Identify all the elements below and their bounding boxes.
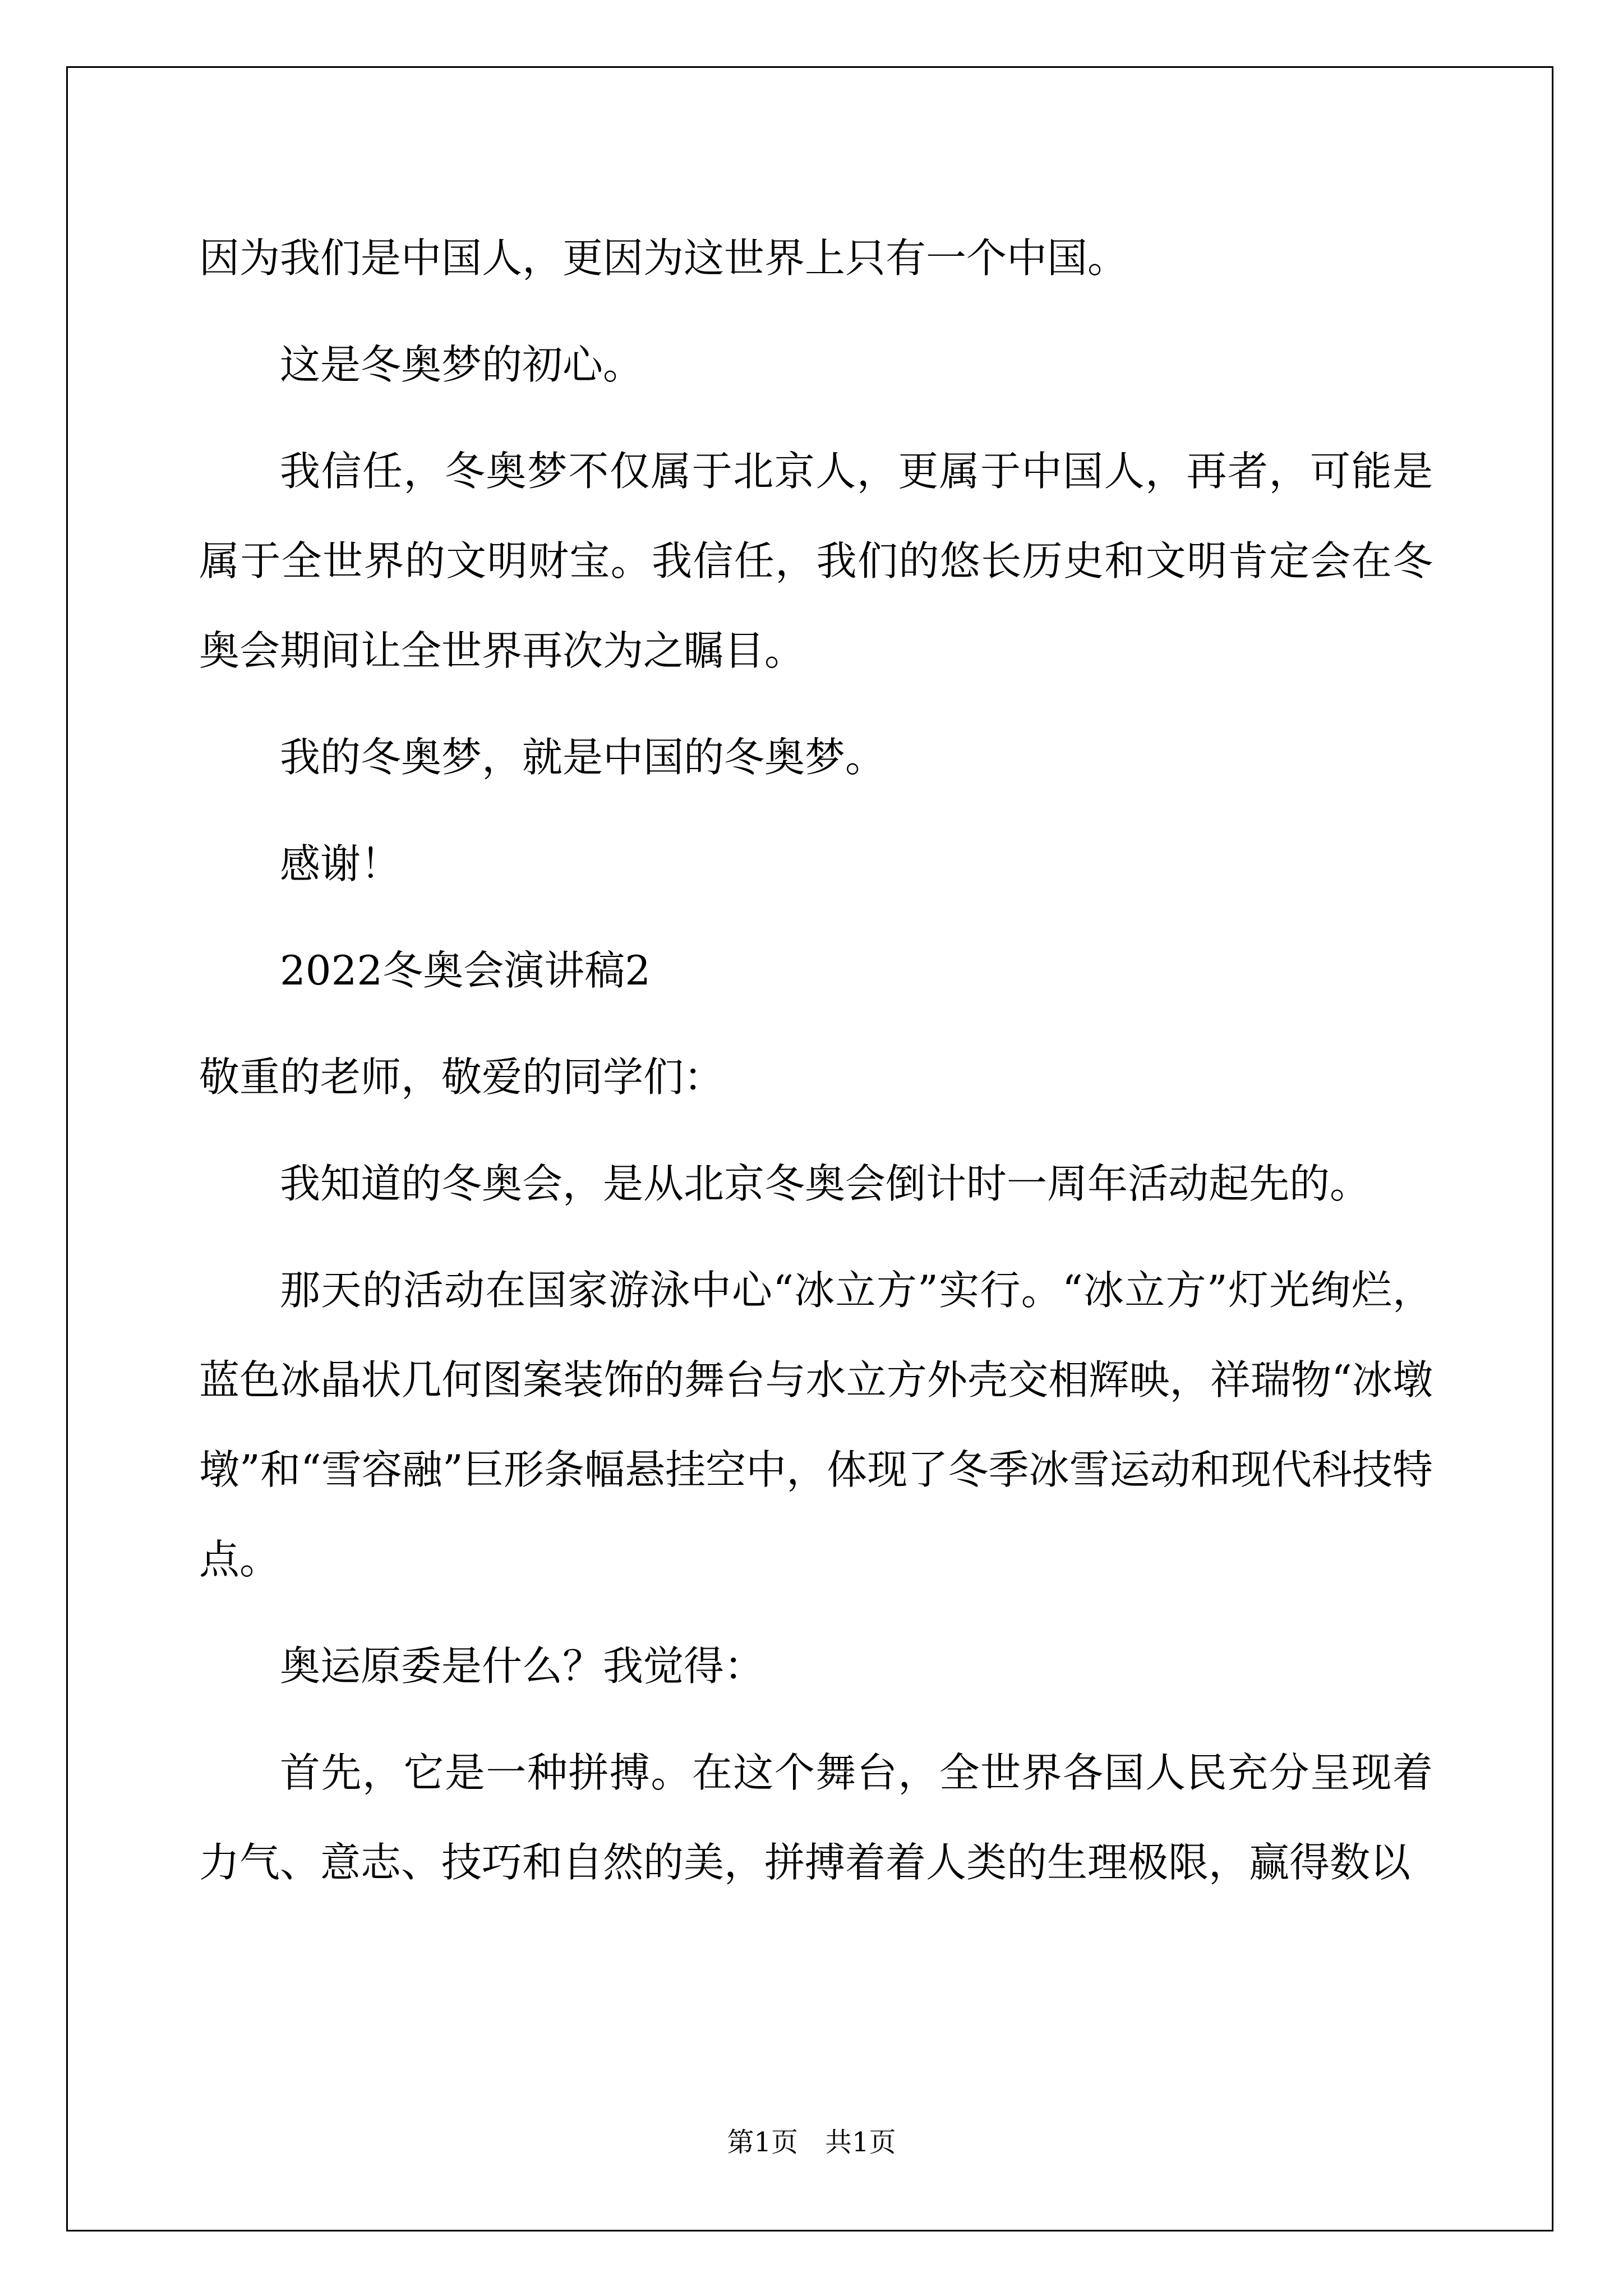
paragraph-6: 我知道的冬奥会，是从北京冬奥会倒计时一周年活动起先的。 xyxy=(280,1160,1371,1207)
paragraph-5: 感谢！ xyxy=(280,840,402,887)
paragraph-2: 这是冬奥梦的初心。 xyxy=(280,341,644,388)
paragraph-1: 因为我们是中国人，更因为这世界上只有一个中国。 xyxy=(199,234,1128,282)
paragraph-8: 奥运原委是什么？我觉得： xyxy=(280,1642,765,1690)
salutation: 敬重的老师，敬爱的同学们： xyxy=(199,1053,725,1101)
paragraph-7: 那天的活动在国家游泳中心“冰立方”实行。“冰立方”灯光绚烂，蓝色冰晶状几何图案装饰的舞台与水立方外壳交相辉映，祥瑞物“冰墩墩”和“雪容融”巨形条幅悬挂空中，体现了冬季冰雪运动和现代科技特点。 xyxy=(199,1267,1433,1583)
paragraph-3: 我信任，冬奥梦不仅属于北京人，更属于中国人，再者，可能是属于全世界的文明财宝。我信任，我们的悠长历史和文明肯定会在冬奥会期间让全世界再次为之瞩目。 xyxy=(199,448,1433,674)
paragraph-9: 首先，它是一种拼搏。在这个舞台，全世界各国人民充分呈现着力气、意志、技巧和自然的美，拼搏着着人类的生理极限，赢得数以 xyxy=(199,1749,1433,1886)
page-number-footer: 第1页 共1页 xyxy=(727,2127,896,2158)
paragraph-4: 我的冬奥梦，就是中国的冬奥梦。 xyxy=(280,734,886,781)
document-body xyxy=(199,213,1433,1924)
section-heading: 2022冬奥会演讲稿2 xyxy=(280,947,651,994)
